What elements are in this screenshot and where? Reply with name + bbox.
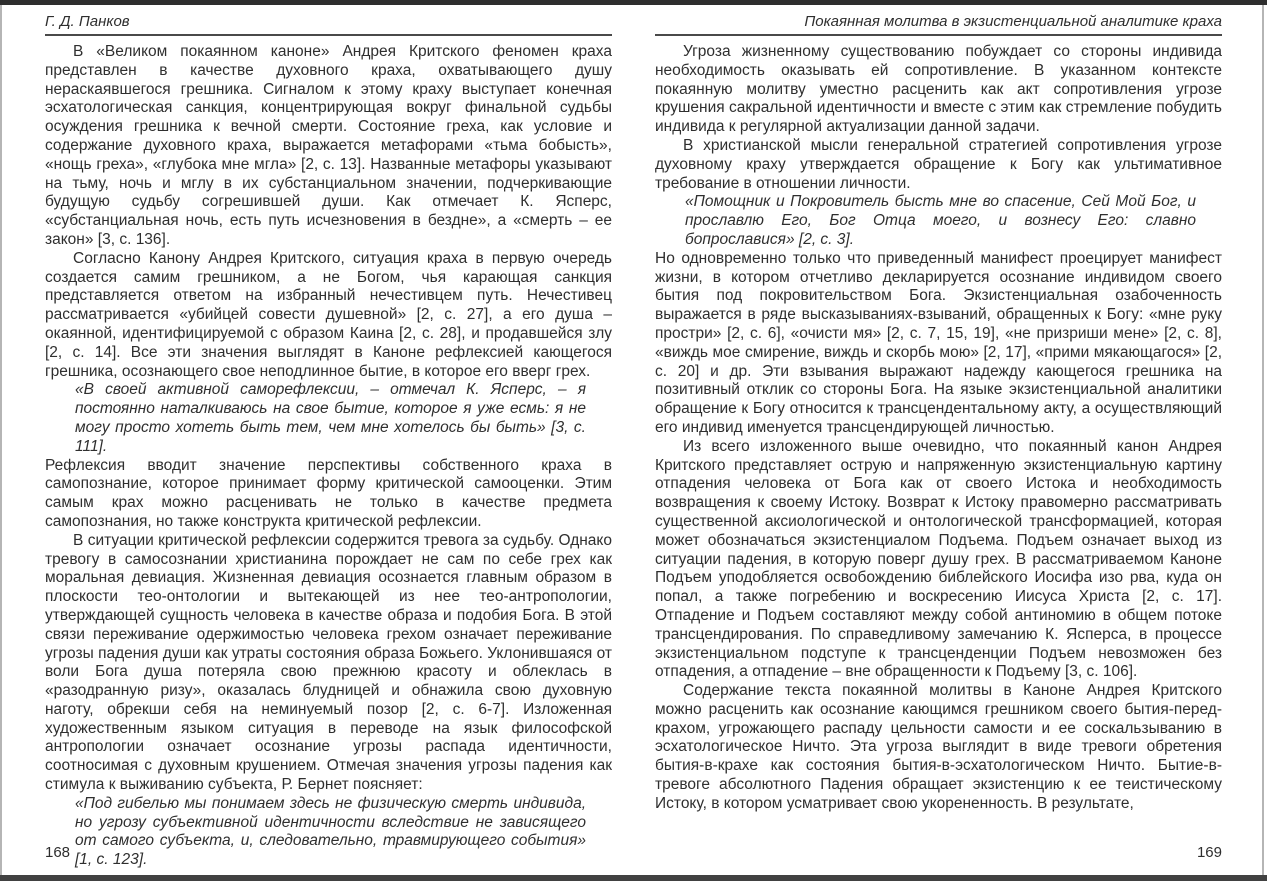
- scan-top-edge-bar: [0, 0, 1267, 5]
- page-number-right: 169: [1196, 844, 1222, 861]
- scan-bottom-edge-bar: [0, 875, 1267, 881]
- page-right: [655, 13, 1222, 814]
- body-paragraph: В «Великом покаянном каноне» Андрея Критского феномен краха представлен в качестве духовного краха, охватывающего душу нераскаявшегося грешника. Сигналом к этому краху выступает конечная эсхатологическая санкция, концентрирующая вокруг финальной судьбы осуждения грешника к вечной смерти. Состояние греха, как условие и содержание духовного краха, выражается метафорами «тьма бобысть», «нощь греха», «глубока мне мгла» [2, с. 13]. Названные метафоры указывают на тьму, ночь и мглу в их субстанциальном значении, подчеркивающие будущую судьбу согрешившей души. Как отмечает К. Ясперс, «субстанциальная ночь, есть путь исчезновения в бездне», а «смерть – ее закон» [3, с. 136].: [45, 43, 612, 248]
- block-quote: «В своей активной саморефлексии, – отмечал К. Ясперс, – я постоянно наталкиваюсь на свое бытие, которое я уже есмь: я не могу просто хотеть быть тем, чем мне хотелось бы быть» [3, с. 111].: [75, 381, 586, 455]
- running-header-author: Г. Д. Панков: [45, 13, 612, 36]
- page-left-body: [45, 43, 612, 870]
- block-quote: «Помощник и Покровитель бысть мне во спасение, Сей Мой Бог, и прославлю Его, Бог Отца моего, и вознесу Его: славно бопрославися» [2, с. 3].: [685, 193, 1196, 248]
- block-quote: «Под гибелью мы понимаем здесь не физическую смерть индивида, но угрозу субъективной идентичности вследствие не зависящего от самого субъекта, и, следовательно, травмирующего события» [1, с. 123].: [75, 794, 586, 869]
- body-paragraph: Рефлексия вводит значение перспективы собственного краха в самопознание, которое принимает форму критической самооценки. Этим самым крах можно расценивать не только в качестве предмета самопознания, но также конструкта критической рефлексии.: [45, 456, 612, 530]
- page-left: [45, 13, 612, 870]
- page-number-left: 168: [45, 844, 71, 861]
- body-paragraph: В ситуации критической рефлексии содержится тревога за судьбу. Однако тревогу в самосознании христианина порождает не сам по себе грех как моральная девиация. Жизненная девиация осознается главным образом в плоскости тео-онтологии и вытекающей из нее тео-антропологии, утверждающей сущность человека в качестве образа и подобия Бога. В этой связи переживание одержимостью человека грехом означает переживание угрозы падения души как утраты состояния образа Божьего. Уклонившаяся от воли Бога душа потеряла свою прежнюю красоту и облеклась в «разодранную ризу», оказалась блудницей и обнажила свою духовную наготу, обрекши себя на неминуемый позор [2, с. 6-7]. Изложенная художественным языком ситуация в переводе на язык философской антропологии означает осознание угрозы распада идентичности, соотносимая с духовным крушением. Отмечая значения угрозы падения как стимула к выживанию субъекта, Р. Бернет поясняет:: [45, 531, 612, 794]
- body-paragraph: В христианской мысли генеральной стратегией сопротивления угрозе духовному краху утверждается обращение к Богу как ультимативное требование в отношении личности.: [655, 136, 1222, 192]
- body-paragraph: Содержание текста покаянной молитвы в Каноне Андрея Критского можно расценить как осознание кающимся грешником своего бытия-перед-крахом, угрожающего распаду цельности самости и ее соскальзыванию в эсхатологическое Ничто. Эта угроза выглядит в виде тревоги обретения бытия-в-крахе как состояния бытия-в-эсхатологическом Ничто. Бытие-в-тревоге абсолютного Падения обращает экзистенцию к ее теистическому Истоку, в котором усматривает свою укорененность. В результате,: [655, 682, 1222, 812]
- body-paragraph: Из всего изложенного выше очевидно, что покаянный канон Андрея Критского представляет острую и напряженную экзистенциальную картину отпадения человека от Бога как от своего Истока и необходимость возвращения к своему Истоку. Возврат к Истоку правомерно рассматривать существенной аксиологической и онтологической трансформацией, которая может обозначаться экзистенциалом Подъема. Подъем означает выход из ситуации падения, в которую поверг душу грех. В рассматриваемом Каноне Подъем уподобляется освобождению библейского Иосифа изо рва, куда он попал, а также погребению и воскресению Иисуса Христа [2, с. 17]. Отпадение и Подъем составляют между собой антиномию в общем потоке трансцендирования. По справедливому замечанию К. Ясперса, в процессе экзистенциальном подступе к трансценденции Подъем невозможен без отпадения, а отпадение – вне обращенности к Подъему [3, с. 106].: [655, 437, 1222, 681]
- scan-right-edge-line: [1262, 5, 1264, 875]
- running-header-article-title: Покаянная молитва в экзистенциальной аналитике краха: [655, 13, 1222, 36]
- body-paragraph: Но одновременно только что приведенный манифест проецирует манифест жизни, в котором отчетливо декларируется осознание индивидом своего бытия под покровительством Бога. Экзистенциальная озабоченность выражается в ряде высказываниях-взываний, обращенных к Богу: «мне руку простри» [2, с. 6], «очисти мя» [2, с. 7, 15, 19], «не призриши мене» [2, с. 8], «виждь мое смирение, виждь и скорбь мою» [2, 17], «прими мякающагося» [2, с. 20] и др. Эти взывания выражают надежду кающегося грешника на позитивный отклик со стороны Бога. На языке экзистенциальной аналитики обращение к Богу относится к трансцендентальному акту, а осуществляющий его индивид именуется трансцендирующей личностью.: [655, 249, 1222, 436]
- body-paragraph: Согласно Канону Андрея Критского, ситуация краха в первую очередь создается самим грешником, а не Богом, чья карающая санкция представляется ответом на избранный нечестивцем путь. Нечестивец рассматривается «убийцей совести душевной» [2, с. 27], а его душа – окаянной, идентифицируемой с образом Каина [2, с. 28], и продавшейся злу [2, с. 14]. Все эти значения выглядят в Каноне рефлексией кающегося грешника, осознающего свое неподлинное бытие, в которое его вверг грех.: [45, 249, 612, 380]
- page-right-body: [655, 43, 1222, 814]
- body-paragraph: Угроза жизненному существованию побуждает со стороны индивида необходимость оказывать ей сопротивление. В указанном контексте покаянную молитву уместно расценить как акт сопротивления угрозе крушения сакральной идентичности и вместе с этим как стремление побудить индивида к регулярной актуализации данной задачи.: [655, 43, 1222, 136]
- scan-left-edge-line: [0, 5, 2, 875]
